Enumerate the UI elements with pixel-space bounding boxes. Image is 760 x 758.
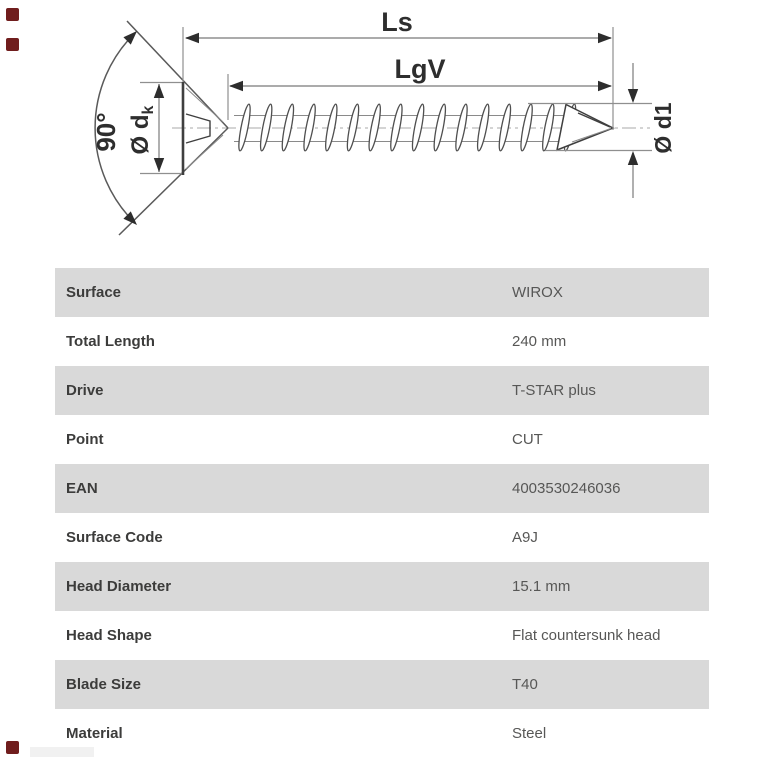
angle-label: 90° — [91, 112, 121, 152]
spec-label: Head Diameter — [66, 578, 172, 595]
table-row — [55, 415, 709, 464]
lgv-label: LgV — [394, 54, 446, 84]
spec-table — [55, 268, 709, 758]
spec-label: Blade Size — [66, 676, 142, 693]
d1-label: Ø d1 — [650, 102, 676, 154]
dk-arrow-up-icon — [154, 84, 164, 98]
lgv-arrow-right-icon — [598, 81, 612, 91]
spec-label: EAN — [66, 480, 98, 497]
d1-arrow-up-icon — [628, 151, 638, 165]
spec-label: Drive — [66, 382, 104, 399]
screw-dimension-diagram — [0, 0, 760, 262]
spec-value: 240 mm — [512, 333, 567, 350]
screw-diagram-svg — [0, 0, 760, 262]
screw-tip — [557, 105, 613, 151]
spec-value: CUT — [512, 431, 543, 448]
ls-label: Ls — [381, 7, 413, 37]
spec-value: T40 — [512, 676, 538, 693]
spec-label: Total Length — [66, 333, 155, 350]
dk-label: Ø $d_k$ — [127, 105, 157, 155]
table-row — [55, 562, 709, 611]
d1-arrow-down-icon — [628, 89, 638, 103]
spec-label: Material — [66, 725, 123, 742]
ls-arrow-right-icon — [598, 33, 612, 43]
spec-value: WIROX — [512, 284, 563, 301]
table-row — [55, 366, 709, 415]
spec-label: Surface Code — [66, 529, 163, 546]
spec-value: 4003530246036 — [512, 480, 621, 497]
spec-label: Head Shape — [66, 627, 152, 644]
spec-value: Flat countersunk head — [512, 627, 661, 644]
table-row — [55, 513, 709, 562]
spec-label: Surface — [66, 284, 122, 301]
artifact-marker — [6, 741, 19, 754]
spec-value: 15.1 mm — [512, 578, 571, 595]
dk-arrow-down-icon — [154, 158, 164, 172]
table-row — [55, 464, 709, 513]
table-row — [55, 268, 709, 317]
spec-label: Point — [66, 431, 104, 448]
spec-value: T-STAR plus — [512, 382, 596, 399]
table-row — [55, 611, 709, 660]
table-row — [55, 660, 709, 709]
table-row — [55, 709, 709, 758]
spec-value: Steel — [512, 725, 547, 742]
spec-value: A9J — [512, 529, 538, 546]
ls-arrow-left-icon — [185, 33, 199, 43]
lgv-arrow-left-icon — [229, 81, 243, 91]
table-row — [55, 317, 709, 366]
